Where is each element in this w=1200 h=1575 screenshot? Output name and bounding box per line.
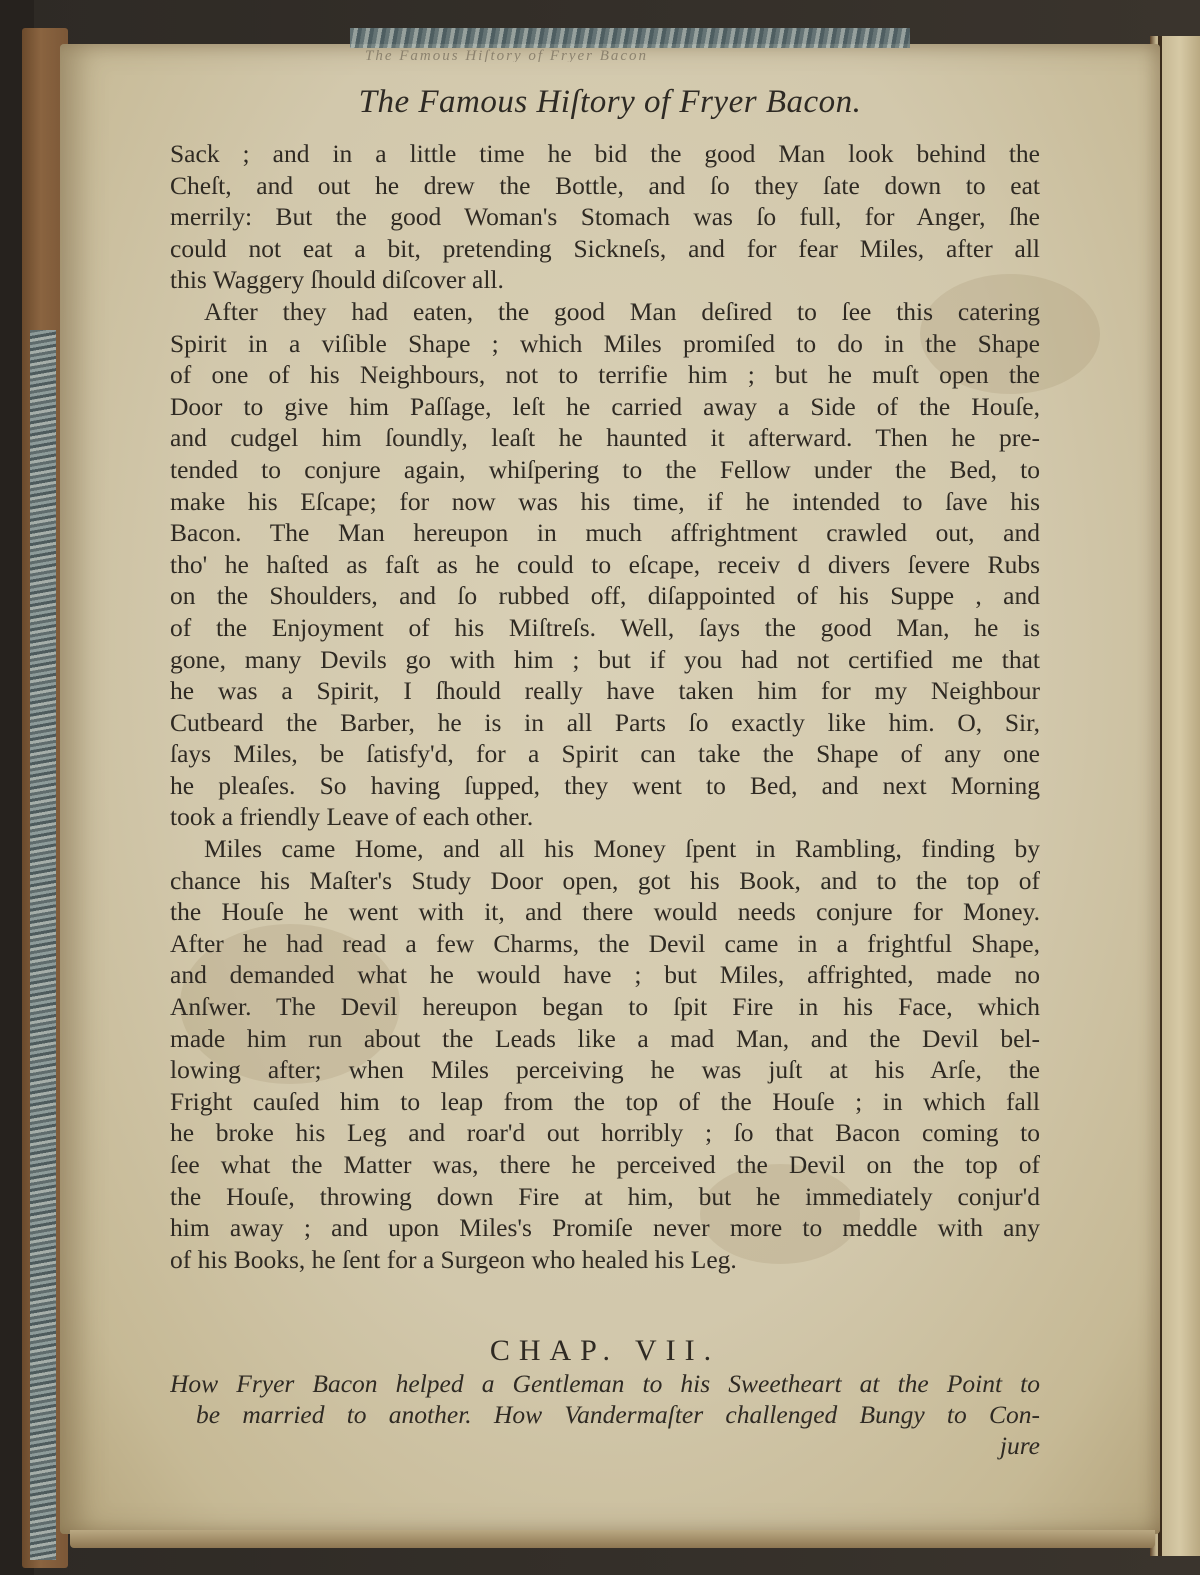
text-line: of the Enjoyment of his Miſtreſs. Well, ſays the good Man, he is: [170, 612, 1040, 642]
text-line: him away ; and upon Miles's Promiſe never more to meddle with any: [170, 1213, 1040, 1243]
text-line: he was a Spirit, I ſhould really have taken him for my Neighbour: [170, 676, 1040, 706]
marbled-endpaper-edge: [30, 330, 56, 1560]
text-line: tho' he haſted as faſt as he could to eſcape, receiv d divers ſevere Rubs: [170, 549, 1040, 579]
text-line: Bacon. The Man hereupon in much affrightment crawled out, and: [170, 518, 1040, 548]
text-line: of his Books, he ſent for a Surgeon who healed his Leg.: [170, 1244, 737, 1274]
text-line: on the Shoulders, and ſo rubbed off, diſappointed of his Suppe , and: [170, 581, 1040, 611]
text-line: Fright cauſed him to leap from the top of the Houſe ; in which fall: [170, 1086, 1040, 1116]
text-line: Miles came Home, and all his Money ſpent in Rambling, finding by: [204, 834, 1040, 864]
text-line: gone, many Devils go with him ; but if you had not certified me that: [170, 644, 1040, 674]
text-line: could not eat a bit, pretending Sickneſs, and for fear Miles, after all: [170, 233, 1040, 263]
chapter-summary-line: be married to another. How Vandermaſter challenged Bungy to Con-: [196, 1400, 1040, 1429]
catchword: jure: [999, 1431, 1040, 1460]
text-line: Cutbeard the Barber, he is in all Parts ſo exactly like him. O, Sir,: [170, 707, 1040, 737]
text-line: the Houſe he went with it, and there would needs conjure for Money.: [170, 897, 1040, 927]
text-line: ſee what the Matter was, there he perceived the Devil on the top of: [170, 1150, 1040, 1179]
text-line: merrily: But the good Woman's Stomach was ſo full, for Anger, ſhe: [170, 202, 1040, 232]
text-line: of one of his Neighbours, not to terrifie him ; but he muſt open the: [170, 360, 1040, 390]
running-title: The Famous Hiſtory of Fryer Bacon.: [358, 84, 862, 120]
text-line: lowing after; when Miles perceiving he was juſt at his Arſe, the: [170, 1055, 1040, 1085]
text-line: make his Eſcape; for now was his time, if he intended to ſave his: [170, 486, 1040, 516]
show-through-header: The Famous Hiſtory of Fryer Bacon: [365, 48, 649, 62]
page-bottom-edge: [70, 1530, 1155, 1548]
body-text: [170, 138, 1040, 1275]
marbled-top-edge: [350, 28, 910, 48]
text-line: Anſwer. The Devil hereupon began to ſpit Fire in his Face, which: [170, 992, 1040, 1022]
text-line: took a friendly Leave of each other.: [170, 802, 534, 832]
text-line: Spirit in a viſible Shape ; which Miles promiſed to do in the Shape: [170, 328, 1040, 358]
text-line: After he had read a few Charms, the Devil came in a frightful Shape,: [170, 928, 1040, 958]
text-line: chance his Maſter's Study Door open, got his Book, and to the top of: [170, 865, 1040, 895]
text-line: and cudgel him ſoundly, leaſt he haunted it afterward. Then he pre-: [170, 423, 1040, 453]
text-line: made him run about the Leads like a mad Man, and the Devil bel-: [170, 1023, 1040, 1053]
text-line: he broke his Leg and roar'd out horribly ; ſo that Bacon coming to: [170, 1118, 1040, 1148]
text-line: Cheſt, and out he drew the Bottle, and ſo they ſate down to eat: [170, 170, 1040, 200]
text-line: Sack ; and in a little time he bid the good Man look behind the: [170, 139, 1040, 168]
text-line: and demanded what he would have ; but Miles, affrighted, made no: [170, 960, 1040, 990]
text-line: Door to give him Paſſage, leſt he carried away a Side of the Houſe,: [170, 391, 1040, 421]
chapter-heading: CHAP. VII.: [489, 1334, 721, 1367]
chapter-summary-line: How Fryer Bacon helped a Gentleman to his Sweetheart at the Point to: [170, 1369, 1040, 1398]
chapter-summary: [170, 1368, 1040, 1430]
text-line: the Houſe, throwing down Fire at him, but he immediately conjur'd: [170, 1181, 1040, 1211]
text-line: ſays Miles, be ſatisfy'd, for a Spirit can take the Shape of any one: [170, 739, 1040, 769]
text-line: this Waggery ſhould diſcover all.: [170, 265, 504, 295]
text-line: he pleaſes. So having ſupped, they went to Bed, and next Morning: [170, 770, 1040, 800]
text-line: After they had eaten, the good Man deſired to ſee this catering: [204, 296, 1040, 326]
text-line: tended to conjure again, whiſpering to the Fellow under the Bed, to: [170, 454, 1040, 484]
